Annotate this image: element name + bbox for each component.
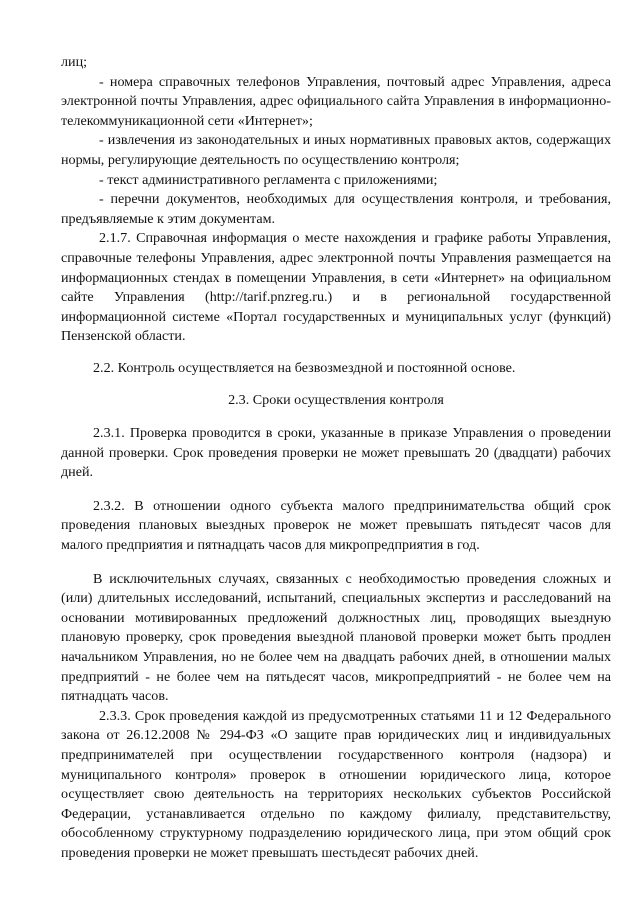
paragraph-2-3-3: 2.3.3. Срок проведения каждой из предусмотренных статьями 11 и 12 Федерального закона от 26.12.2008 № 294-ФЗ «О защите прав юридических лиц и индивидуальных предпринимателей при осуществлении государственного контроля (надзора) и муниципального контроля» проверок в отношении юридического лица, которое осуществляет свою деятельность на территориях нескольких субъектов Российской Федерации, устанавливается отдельно по каждому филиалу, представительству, обособленному структурному подразделению юридического лица, при этом общий срок проведения проверки не может превышать шестьдесят рабочих дней. xyxy=(61,707,611,861)
paragraph-2-1-7: 2.1.7. Справочная информация о месте нахождения и графике работы Управления, справочные телефоны Управления, адрес электронной почты Управления размещается на информационных стендах в помещении Управления, в сети «Интернет» на официальном сайте Управления (http://tarif.pnzreg.ru.) и в региональной государственной информационной системе «Портал государственных и муниципальных услуг (функций) Пензенской области. xyxy=(61,230,611,345)
list-item-document-lists: - перечни документов, необходимых для осуществления контроля, и требования, предъявляемые к этим документам. xyxy=(61,191,611,227)
list-item-phones: - номера справочных телефонов Управления, почтовый адрес Управления, адреса электронной почты Управления, адрес официального сайта Управления в информационно-телекоммуникационной сети «Интернет»; xyxy=(61,73,611,129)
paragraph-exceptional-cases: В исключительных случаях, связанных с необходимостью проведения сложных и (или) длительных исследований, испытаний, специальных экспертиз и расследований на основании мотивированных предложений должностных лиц, проводящих выездную плановую проверку, срок проведения выездной плановой проверки может быть продлен начальником Управления, но не более чем на двадцать рабочих дней, в отношении малых предприятий - не более чем на пятьдесят часов, микропредприятий - не более чем на пятнадцать часов. xyxy=(61,570,611,705)
document-page xyxy=(61,53,611,864)
paragraph-2-2: 2.2. Контроль осуществляется на безвозмездной и постоянной основе. xyxy=(93,359,516,376)
paragraph-continuation: лиц; xyxy=(61,54,88,70)
section-heading-2-3: 2.3. Сроки осуществления контроля xyxy=(228,391,444,408)
list-item-regulation-text: - текст административного регламента с приложениями; xyxy=(99,171,438,188)
paragraph-2-3-2: 2.3.2. В отношении одного субъекта малого предпринимательства общий срок проведения плановых выездных проверок не может превышать пятьдесят часов для малого предприятия и пятнадцать часов для микропредприятия в год. xyxy=(61,497,611,554)
list-item-law-extracts: - извлечения из законодательных и иных нормативных правовых актов, содержащих нормы, регулирующие деятельность по осуществлению контроля; xyxy=(61,132,611,168)
paragraph-2-3-1: 2.3.1. Проверка проводится в сроки, указанные в приказе Управления о проведении данной проверки. Срок проведения проверки не может превышать 20 (двадцати) рабочих дней. xyxy=(61,425,611,481)
